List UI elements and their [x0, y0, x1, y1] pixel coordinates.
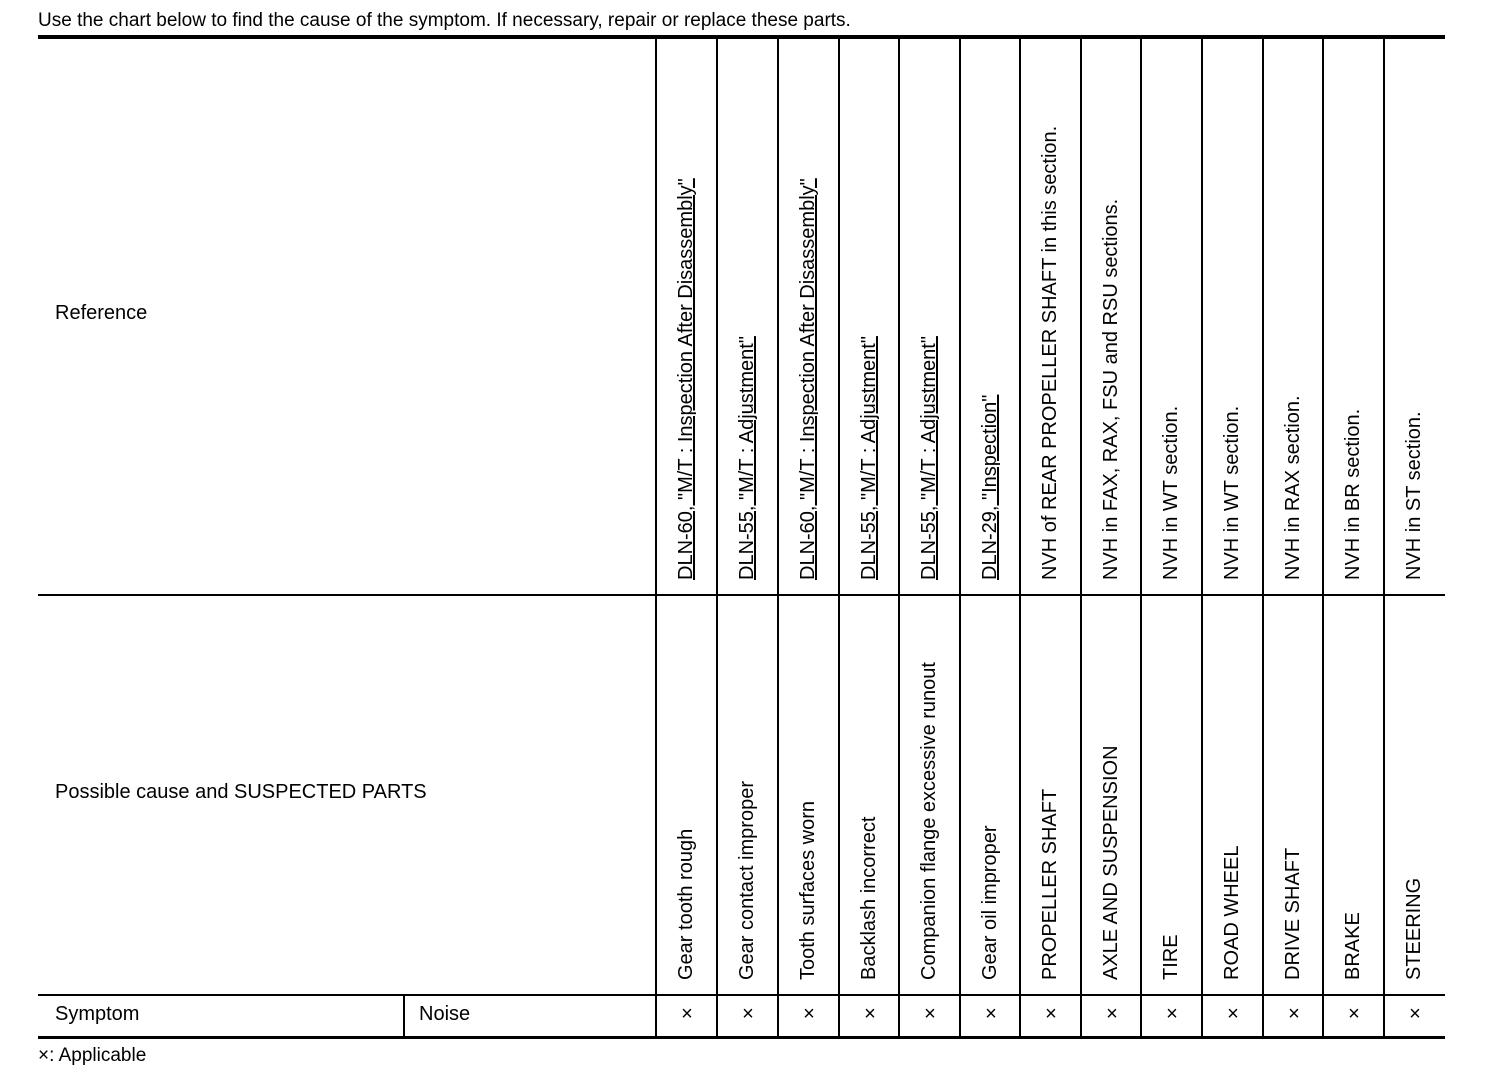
applicable-mark: ×	[1348, 1003, 1360, 1025]
part-cell	[839, 598, 899, 980]
reference-cell	[778, 40, 838, 580]
part-label: ROAD WHEEL	[1221, 845, 1243, 980]
reference-cell	[899, 40, 959, 580]
applicable-mark: ×	[1288, 1003, 1300, 1025]
applicable-mark: ×	[864, 1003, 876, 1025]
applicable-mark: ×	[803, 1003, 815, 1025]
part-cell	[960, 598, 1020, 980]
part-label: AXLE AND SUSPENSION	[1100, 745, 1122, 980]
reference-link[interactable]: DLN-55, "M/T : Adjustment"	[918, 336, 940, 580]
applicable-mark: ×	[1166, 1003, 1178, 1025]
part-cell	[717, 598, 777, 980]
reference-text: NVH in RAX section.	[1282, 395, 1304, 580]
table-top-rule	[38, 35, 1445, 39]
part-label: PROPELLER SHAFT	[1039, 788, 1061, 980]
reference-cell	[1263, 40, 1323, 580]
applicable-mark: ×	[1409, 1003, 1421, 1025]
part-cell	[1081, 598, 1141, 980]
reference-link[interactable]: DLN-60, "M/T : Inspection After Disassembly"	[675, 178, 697, 580]
part-label: TIRE	[1160, 934, 1182, 980]
part-label: Gear oil improper	[979, 825, 1001, 980]
reference-link[interactable]: DLN-55, "M/T : Adjustment"	[736, 336, 758, 580]
parts-row-divider	[38, 994, 1445, 996]
reference-link[interactable]: DLN-55, "M/T : Adjustment"	[858, 336, 880, 580]
reference-text: NVH in WT section.	[1160, 405, 1182, 580]
reference-cell	[1384, 40, 1444, 580]
footnote: ×: Applicable	[38, 1045, 147, 1066]
part-cell	[656, 598, 716, 980]
reference-text: NVH in FAX, RAX, FSU and RSU sections.	[1100, 198, 1122, 580]
reference-row-divider	[38, 594, 1445, 596]
symptom-value: Noise	[419, 1003, 471, 1025]
applicable-mark: ×	[985, 1003, 997, 1025]
part-label: Backlash incorrect	[858, 816, 880, 980]
part-label: STEERING	[1403, 877, 1425, 980]
reference-cell	[960, 40, 1020, 580]
applicable-mark: ×	[1106, 1003, 1118, 1025]
symptom-divider	[403, 995, 405, 1037]
reference-cell	[1202, 40, 1262, 580]
applicable-mark: ×	[742, 1003, 754, 1025]
reference-cell	[1141, 40, 1201, 580]
part-cell	[1141, 598, 1201, 980]
reference-cell	[1081, 40, 1141, 580]
reference-link[interactable]: DLN-29, "Inspection"	[979, 394, 1001, 580]
part-label: Gear tooth rough	[675, 828, 697, 980]
reference-text: NVH in WT section.	[1221, 405, 1243, 580]
parts-row-label: Possible cause and SUSPECTED PARTS	[55, 781, 427, 803]
reference-text: NVH of REAR PROPELLER SHAFT in this section.	[1039, 125, 1061, 580]
part-label: DRIVE SHAFT	[1282, 847, 1304, 980]
applicable-mark: ×	[924, 1003, 936, 1025]
part-label: BRAKE	[1342, 912, 1364, 980]
applicable-mark: ×	[681, 1003, 693, 1025]
part-cell	[1020, 598, 1080, 980]
part-label: Gear contact improper	[736, 781, 758, 980]
reference-cell	[1323, 40, 1383, 580]
applicable-mark: ×	[1227, 1003, 1239, 1025]
reference-cell	[656, 40, 716, 580]
applicable-mark: ×	[1045, 1003, 1057, 1025]
part-label: Tooth surfaces worn	[797, 801, 819, 980]
reference-row-label: Reference	[55, 302, 148, 324]
reference-cell	[1020, 40, 1080, 580]
symptom-row-label: Symptom	[55, 1003, 140, 1025]
part-cell	[1384, 598, 1444, 980]
reference-text: NVH in BR section.	[1342, 408, 1364, 580]
part-cell	[1323, 598, 1383, 980]
part-cell	[899, 598, 959, 980]
part-label: Companion flange excessive runout	[918, 662, 940, 980]
part-cell	[1263, 598, 1323, 980]
part-cell	[1202, 598, 1262, 980]
reference-cell	[839, 40, 899, 580]
reference-text: NVH in ST section.	[1403, 411, 1425, 580]
reference-link[interactable]: DLN-60, "M/T : Inspection After Disassembly"	[797, 178, 819, 580]
intro-text: Use the chart below to find the cause of the symptom. If necessary, repair or replace these parts.	[38, 10, 851, 31]
part-cell	[778, 598, 838, 980]
reference-cell	[717, 40, 777, 580]
table-bottom-rule	[38, 1036, 1445, 1039]
